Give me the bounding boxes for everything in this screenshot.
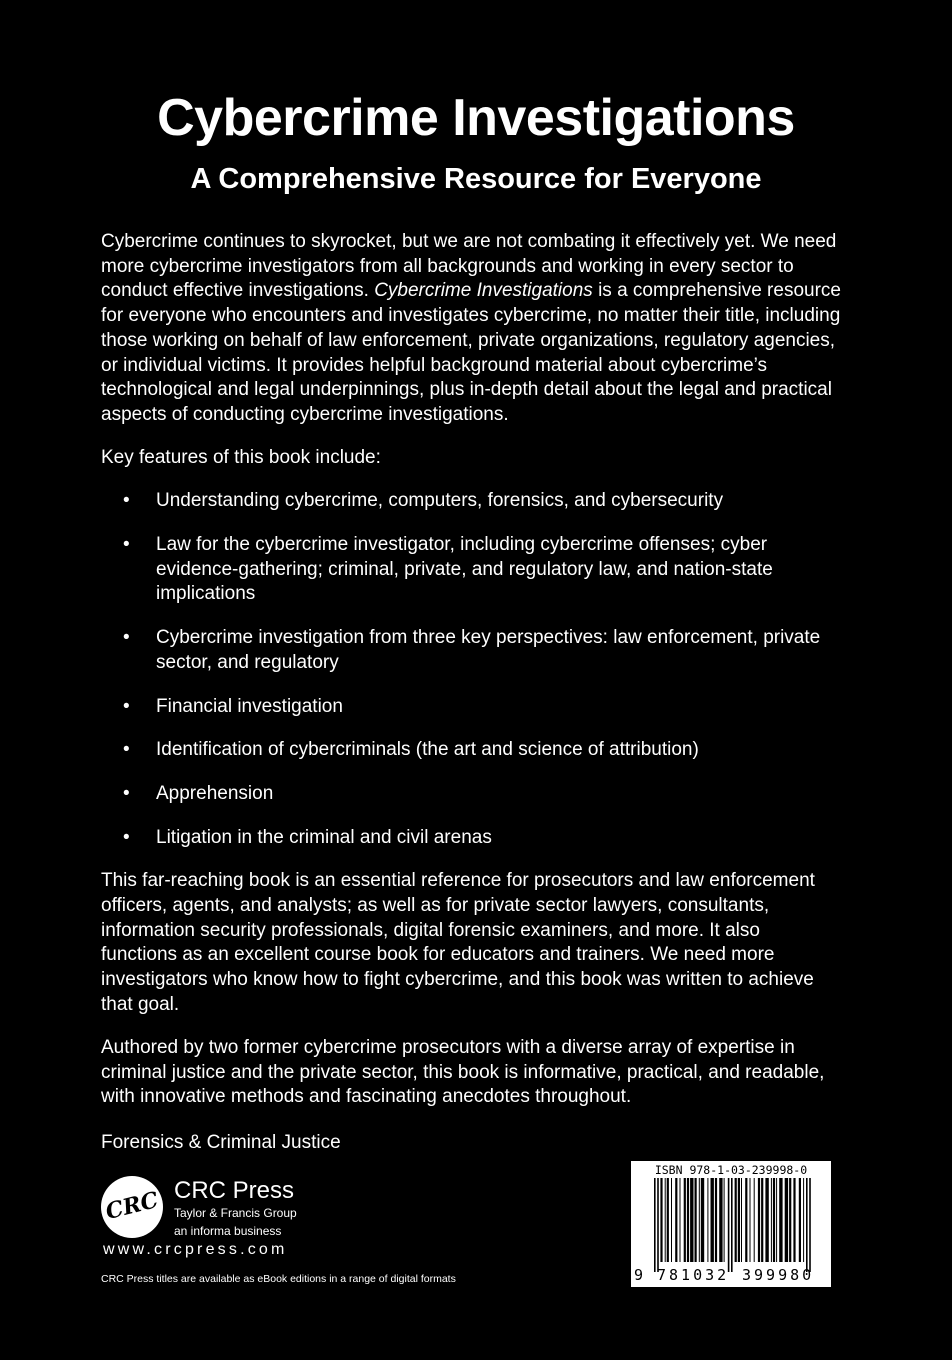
barcode-bar [785,1178,788,1262]
barcode-bar [724,1178,725,1262]
isbn-left-digits: 781032 [657,1266,730,1284]
publisher-informa: an informa business [174,1224,282,1238]
barcode-bar [771,1178,772,1262]
crc-logo-text: CRC [102,1186,162,1226]
feature-text: Apprehension [156,782,274,804]
barcode-bar [728,1178,730,1272]
barcode-bar [793,1178,795,1262]
barcode-bar [741,1178,742,1262]
isbn-right-digits: 399980 [742,1266,815,1284]
crc-logo [101,1176,163,1238]
intro-paragraph [101,230,841,428]
feature-text: Identification of cybercriminals (the art and science of attribution) [156,739,699,761]
barcode-bar [665,1178,666,1262]
bullet: • [123,826,130,848]
barcode-bar [789,1178,791,1262]
publisher-name: CRC Press [174,1177,295,1204]
bullet: • [123,534,130,556]
barcode-bar [806,1178,808,1272]
back-cover-description [101,230,841,1129]
barcode-bar [731,1178,733,1272]
barcode-bar [657,1178,659,1272]
isbn-digits [631,1264,831,1286]
barcode-bar [654,1178,656,1272]
bullet: • [123,490,130,512]
intro-text-2: is a comprehensive resource for everyone who encounters and investigates cybercrime, no matter their title, including those working on behalf of law enforcement, private organizations, regulatory agencies, or individual victims. It provides helpful background material about cybercrime’s technological and legal underpinnings, plus in-depth detail about the legal and practical aspects of conducting cybercrime investigations. [101,280,841,425]
barcode-bar [803,1178,804,1262]
bullet: • [123,627,130,649]
intro-book-title: Cybercrime Investigations [374,280,593,302]
list-item [101,533,841,607]
feature-text: Litigation in the criminal and civil arenas [156,826,492,848]
barcode-bar [671,1178,672,1262]
feature-text: Cybercrime investigation from three key perspectives: law enforcement, private sector, and regulatory [156,627,821,673]
bullet: • [123,739,130,761]
barcode-bar [719,1178,722,1262]
authors-paragraph: Authored by two former cybercrime prosecutors with a diverse array of expertise in criminal justice and the private sector, this book is informative, practical, and readable, with innovative methods and fascinating anecdotes throughout. [101,1037,825,1108]
list-item [101,738,841,763]
feature-text: Financial investigation [156,695,343,717]
barcode-bar [695,1178,697,1262]
barcode-bar [765,1178,768,1262]
subject-category: Forensics & Criminal Justice [101,1132,341,1153]
barcode-bar [715,1178,717,1262]
features-intro: Key features of this book include: [101,447,381,469]
barcode-bar [684,1178,686,1262]
barcode-bars [634,1178,828,1272]
publisher-group: Taylor & Francis Group [174,1206,297,1220]
publisher-website: www.crcpress.com [103,1241,288,1258]
barcode-bar [745,1178,747,1262]
list-item [101,826,841,851]
barcode-bar [690,1178,693,1262]
list-item [101,626,841,675]
barcode-bar [699,1178,700,1262]
barcode-bar [809,1178,811,1272]
isbn-label: ISBN 978-1-03-239998-0 [654,1163,808,1177]
intro-text-1: Cybercrime continues to skyrocket, but we are not combating it effectively yet. We need more cybercrime investigators from all backgrounds and working in every sector to conduct effective investigations. [101,231,837,302]
barcode-bar [701,1178,704,1262]
barcode-bar [779,1178,782,1262]
list-item [101,489,841,514]
book-title: Cybercrime Investigations [157,89,795,147]
barcode-bar [758,1178,760,1262]
isbn-first-digit: 9 [634,1266,644,1284]
reference-paragraph: This far-reaching book is an essential reference for prosecutors and law enforcement officers, agents, and analysts; as well as for private sector lawyers, consultants, information security professionals, digital forensic examiners, and more. It also functions as an excellent course book for educators and trainers. We need more investigators who know how to fight cybercrime, and this book was written to achieve that goal. [101,870,815,1015]
barcode-bar [675,1178,677,1262]
ebook-note: CRC Press titles are available as eBook editions in a range of digital formats [101,1273,456,1285]
barcode-bar [750,1178,751,1262]
barcode-bar [711,1178,714,1262]
barcode-bar [687,1178,689,1262]
list-item [101,695,841,720]
barcode-bar [707,1178,708,1262]
isbn-barcode [631,1161,831,1287]
feature-text: Understanding cybercrime, computers, forensics, and cybersecurity [156,490,724,512]
book-subtitle: A Comprehensive Resource for Everyone [190,163,762,195]
feature-text: Law for the cybercrime investigator, including cybercrime offenses; cyber evidence-gathering; criminal, private, and regulatory law, and nation-state implications [156,534,773,605]
barcode-bar [735,1178,737,1262]
barcode-bar [660,1178,662,1262]
features-list [101,489,841,850]
barcode-bar [761,1178,763,1262]
barcode-bar [680,1178,681,1262]
barcode-bar [776,1178,777,1262]
bullet: • [123,695,130,717]
barcode-bar [773,1178,775,1262]
barcode-bar [738,1178,740,1262]
bullet: • [123,782,130,804]
list-item [101,782,841,807]
barcode-bar [799,1178,801,1262]
barcode-bar [754,1178,755,1262]
barcode-bar [667,1178,669,1262]
